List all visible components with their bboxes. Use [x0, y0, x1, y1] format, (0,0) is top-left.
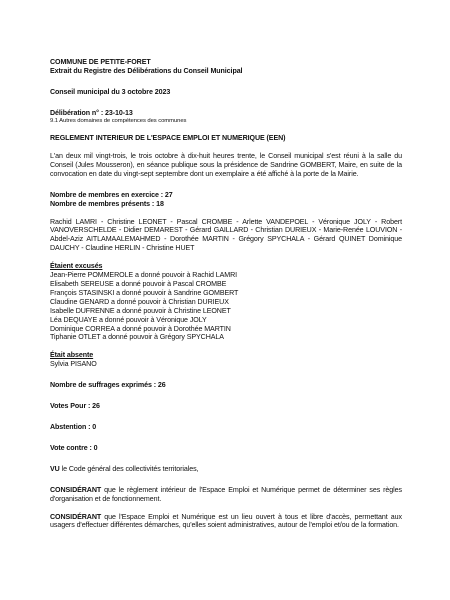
votes-against: Vote contre : 0 [50, 443, 98, 452]
excused-item: Claudine GENARD a donné pouvoir à Christian DURIEUX [50, 297, 229, 306]
vu-clause [50, 465, 402, 474]
members-present: Nombre de membres présents : 18 [50, 199, 164, 208]
absent-name: Sylvia PISANO [50, 360, 97, 369]
absent-heading: Était absente [50, 351, 94, 360]
excused-item: Léa DEQUAYE a donné pouvoir à Véronique JOLY [50, 315, 207, 324]
deliberation-category: 9.1 Autres domaines de compétences des communes [50, 117, 187, 124]
considerant-clause-2 [50, 513, 402, 531]
excused-item: Dominique CORREA a donné pouvoir à Dorothée MARTIN [50, 324, 231, 333]
present-members-list: Rachid LAMRI - Christine LEONET - Pascal CROMBE - Arlette VANDEPOEL - Véronique JOLY - Robert VANOVERSCHELDE - Didier DEMAREST - Gérard GAILLARD - Christian DURIEUX - Marie-Renée LOUVION - Abdel-Aziz AITLAMAALEMAHMED - Dorothée MARTIN - Grégory SPYCHALA - Gérard QUINET Dominique DAUCHY - Claudine HERLIN - Christine HUET [50, 217, 402, 253]
votes-for: Votes Pour : 26 [50, 402, 100, 411]
excused-item: Tiphanie OTLET a donné pouvoir à Grégory SPYCHALA [50, 333, 224, 342]
excused-item: François STASINSKI a donné pouvoir à Sandrine GOMBERT [50, 288, 239, 297]
excused-list [50, 271, 402, 342]
votes-abstention: Abstention : 0 [50, 422, 97, 431]
votes-expressed: Nombre de suffrages exprimés : 26 [50, 381, 166, 390]
considerant-clause-1 [50, 486, 402, 504]
excused-item: Elisabeth SEREUSE a donné pouvoir à Pascal CROMBE [50, 280, 227, 288]
considerant-text: que le règlement intérieur de l'Espace Emploi et Numérique permet de déterminer ses règles d'organisation et de fonctionnement. [50, 485, 402, 503]
commune-name: COMMUNE DE PETITE-FORET [50, 58, 151, 66]
deliberation-number: Délibération n° : 23-10-13 [50, 108, 133, 117]
document-body [50, 58, 402, 530]
excused-item: Isabelle DUFRENNE a donné pouvoir à Christine LEONET [50, 306, 231, 315]
considerant-keyword: CONSIDÉRANT [50, 485, 102, 494]
vu-text: le Code général des collectivités territoriales, [59, 464, 199, 473]
considerant-text: que l'Espace Emploi et Numérique est un lieu ouvert à tous et libre d'accès, permettant aux usagers d'effectuer différentes démarches, qu'elles soient administratives, autour de l'emploi et/ou de la formation. [50, 512, 402, 530]
excused-heading: Étaient excusés [50, 262, 103, 271]
intro-paragraph: L'an deux mil vingt-trois, le trois octobre à dix-huit heures trente, le Conseil municipal s'est réuni à la salle du Conseil (Jules Mousseron), en séance publique sous la présidence de Sandrine GOMBERT, Maire, en suite de la convocation en date du vingt-sept septembre dont un exemplaire a été affiché à la porte de la Mairie. [50, 152, 402, 178]
deliberation-title: REGLEMENT INTERIEUR DE L'ESPACE EMPLOI ET NUMERIQUE (EEN) [50, 134, 286, 143]
members-in-office: Nombre de membres en exercice : 27 [50, 190, 173, 199]
register-extract: Extrait du Registre des Délibérations du Conseil Municipal [50, 66, 243, 75]
considerant-keyword: CONSIDÉRANT [50, 512, 102, 521]
session-date: Conseil municipal du 3 octobre 2023 [50, 87, 171, 96]
excused-item: Jean-Pierre POMMEROLE a donné pouvoir à Rachid LAMRI [50, 271, 238, 280]
vu-keyword: VU [50, 464, 60, 473]
